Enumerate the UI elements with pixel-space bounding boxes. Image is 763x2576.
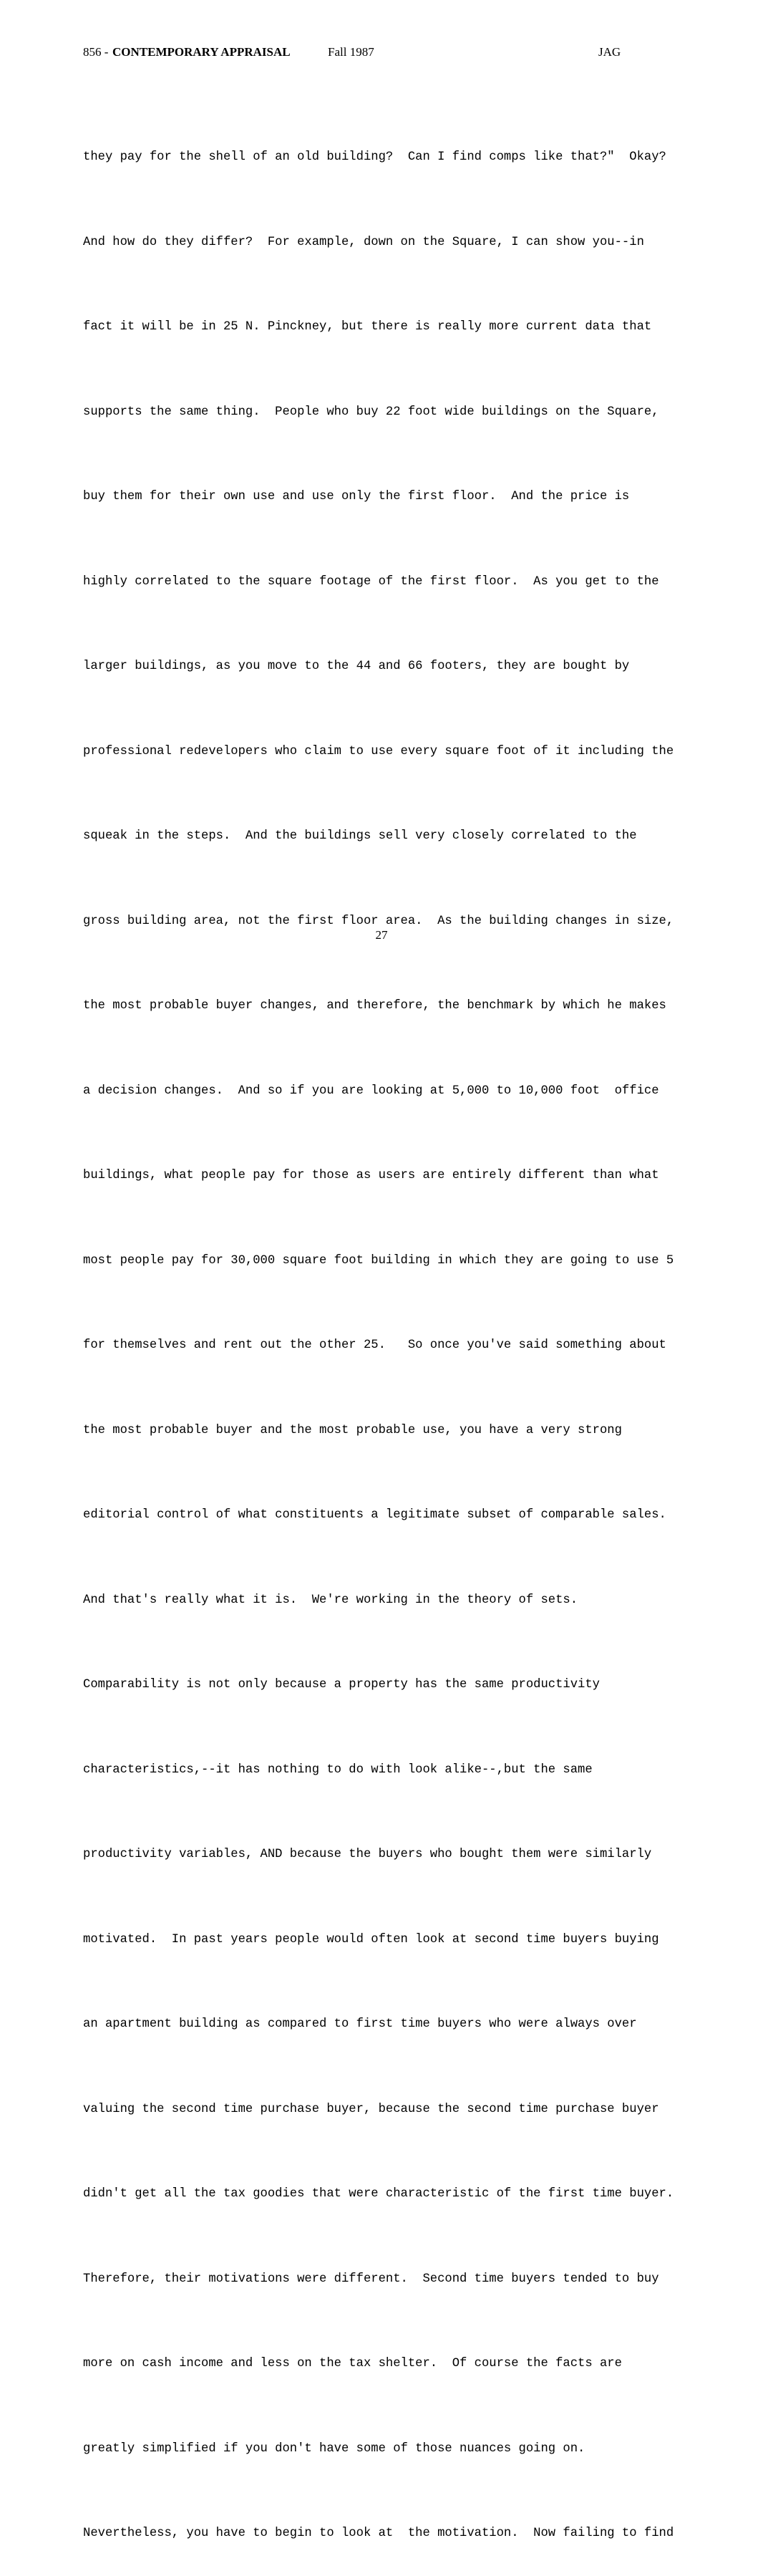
text-line: more on cash income and less on the tax shelter. Of course the facts are (83, 2357, 622, 2370)
text-line: valuing the second time purchase buyer, because the second time purchase buyer (83, 2102, 659, 2116)
text-line: Therefore, their motivations were different. Second time buyers tended to buy (83, 2272, 659, 2286)
text-line: productivity variables, AND because the buyers who bought them were similarly (83, 1848, 652, 1861)
text-line: Comparability is not only because a property has the same productivity (83, 1678, 600, 1692)
text-line: they pay for the shell of an old building? Can I find comps like that?" Okay? (83, 150, 666, 164)
text-line: fact it will be in 25 N. Pinckney, but there is really more current data that (83, 320, 652, 334)
text-line: didn't get all the tax goodies that were characteristic of the first time buyer. (83, 2187, 674, 2201)
text-line: the most probable buyer changes, and therefore, the benchmark by which he makes (83, 999, 666, 1013)
text-line: Nevertheless, you have to begin to look at the motivation. Now failing to find (83, 2527, 674, 2540)
text-line: professional redevelopers who claim to use every square foot of it including the (83, 744, 674, 758)
text-line: buy them for their own use and use only the first floor. And the price is (83, 490, 630, 503)
course-number: 856 - (83, 45, 109, 59)
text-line: greatly simplified if you don't have some of those nuances going on. (83, 2441, 585, 2456)
text-line: squeak in the steps. And the buildings sell very closely correlated to the (83, 829, 637, 843)
transcript-body (83, 87, 699, 2576)
page-number: 27 (375, 928, 388, 942)
text-line: And how do they differ? For example, down on the Square, I can show you--in (83, 235, 644, 249)
text-line: for themselves and rent out the other 25. So once you've said something about (83, 1338, 666, 1352)
page-header (83, 44, 627, 60)
text-line: gross building area, not the first floor area. As the building changes in size, (83, 914, 674, 928)
author-initials: JAG (598, 45, 621, 59)
text-line: larger buildings, as you move to the 44 and 66 footers, they are bought by (83, 660, 630, 673)
course-title: CONTEMPORARY APPRAISAL (112, 45, 291, 59)
text-line: most people pay for 30,000 square foot building in which they are going to use 5 (83, 1253, 674, 1268)
text-line: editorial control of what constituents a legitimate subset of comparable sales. (83, 1508, 666, 1522)
text-line: an apartment building as compared to first time buyers who were always over (83, 2017, 637, 2031)
text-line: highly correlated to the square footage of the first floor. As you get to the (83, 574, 659, 589)
text-line: And that's really what it is. We're working in the theory of sets. (83, 1593, 578, 1607)
text-line: the most probable buyer and the most probable use, you have a very strong (83, 1423, 622, 1437)
text-line: supports the same thing. People who buy 22 foot wide buildings on the Square, (83, 405, 659, 419)
text-line: a decision changes. And so if you are looking at 5,000 to 10,000 foot office (83, 1084, 659, 1098)
text-line: characteristics,--it has nothing to do with look alike--,but the same (83, 1762, 593, 1777)
text-line: motivated. In past years people would often look at second time buyers buying (83, 1932, 659, 1947)
text-line: buildings, what people pay for those as users are entirely different than what (83, 1169, 659, 1182)
term-label: Fall 1987 (328, 45, 374, 59)
